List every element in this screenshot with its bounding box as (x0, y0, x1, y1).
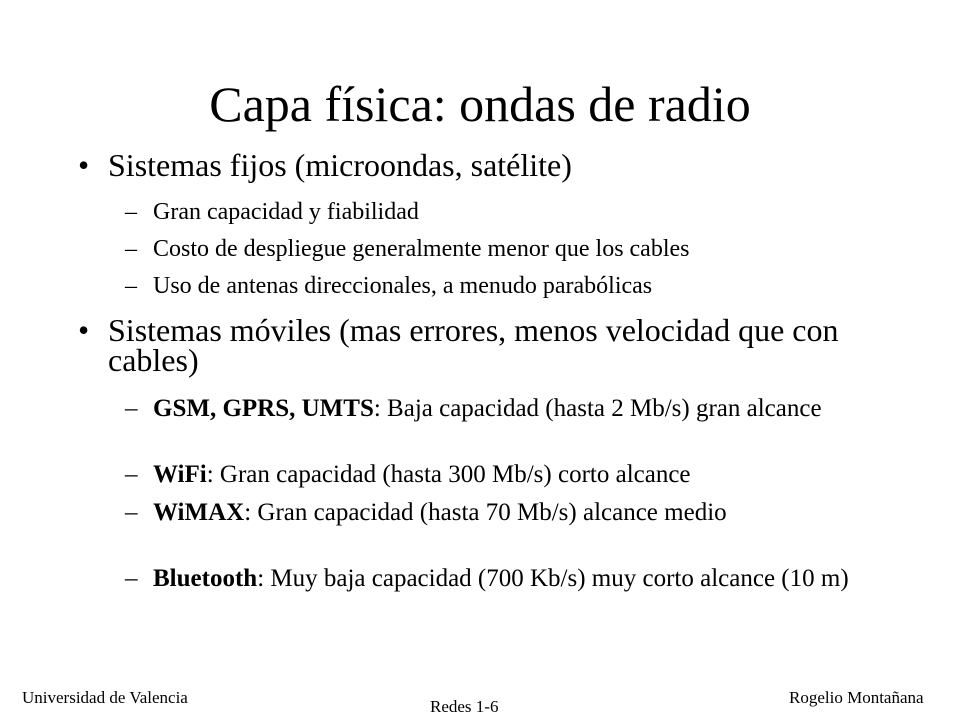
footer-page-number: Redes 1-6 (430, 697, 499, 716)
bullet-item (78, 312, 868, 378)
sub-bullet-text: Costo de despliegue generalmente menor que los cables (153, 236, 690, 262)
sub-bullet-item (125, 199, 873, 225)
sub-bullet-item (125, 499, 873, 526)
sub-bullet-term: WiMAX (153, 499, 245, 526)
sub-bullet-item (125, 565, 873, 592)
dash-marker: – (125, 395, 138, 422)
footer-right: Rogelio Montañana (789, 688, 924, 707)
dash-marker: – (125, 565, 138, 592)
sub-bullet-text: : Gran capacidad (hasta 70 Mb/s) alcance medio (244, 499, 727, 526)
dash-marker: – (125, 461, 138, 488)
sub-bullet-text: Uso de antenas direccionales, a menudo parabólicas (153, 273, 653, 299)
dash-marker: – (125, 236, 137, 262)
sub-bullet-text: Gran capacidad y fiabilidad (153, 199, 419, 225)
bullet-marker: • (78, 312, 90, 348)
sub-bullet-item (125, 395, 873, 422)
slide-title: Capa física: ondas de radio (209, 76, 751, 132)
bullet-text: Sistemas fijos (microondas, satélite) (108, 147, 572, 183)
sub-bullet-text: : Gran capacidad (hasta 300 Mb/s) corto alcance (206, 461, 691, 488)
sub-bullet-item (125, 273, 873, 299)
sub-bullet-item (125, 461, 873, 488)
sub-bullet-text: : Muy baja capacidad (700 Kb/s) muy corto alcance (10 m) (257, 565, 849, 592)
bullet-marker: • (78, 147, 90, 183)
sub-bullet-item (125, 236, 873, 262)
dash-marker: – (125, 273, 137, 299)
sub-bullet-term: GSM, GPRS, UMTS (153, 395, 374, 422)
bullet-item (78, 147, 868, 183)
sub-bullet-text: : Baja capacidad (hasta 2 Mb/s) gran alcance (373, 395, 822, 422)
dash-marker: – (125, 499, 138, 526)
sub-bullet-term: Bluetooth (153, 565, 258, 592)
footer-left: Universidad de Valencia (22, 688, 188, 707)
sub-bullet-term: WiFi (153, 461, 207, 488)
bullet-text: Sistemas móviles (mas errores, menos velocidad que con cables) (108, 312, 839, 378)
dash-marker: – (125, 199, 137, 225)
